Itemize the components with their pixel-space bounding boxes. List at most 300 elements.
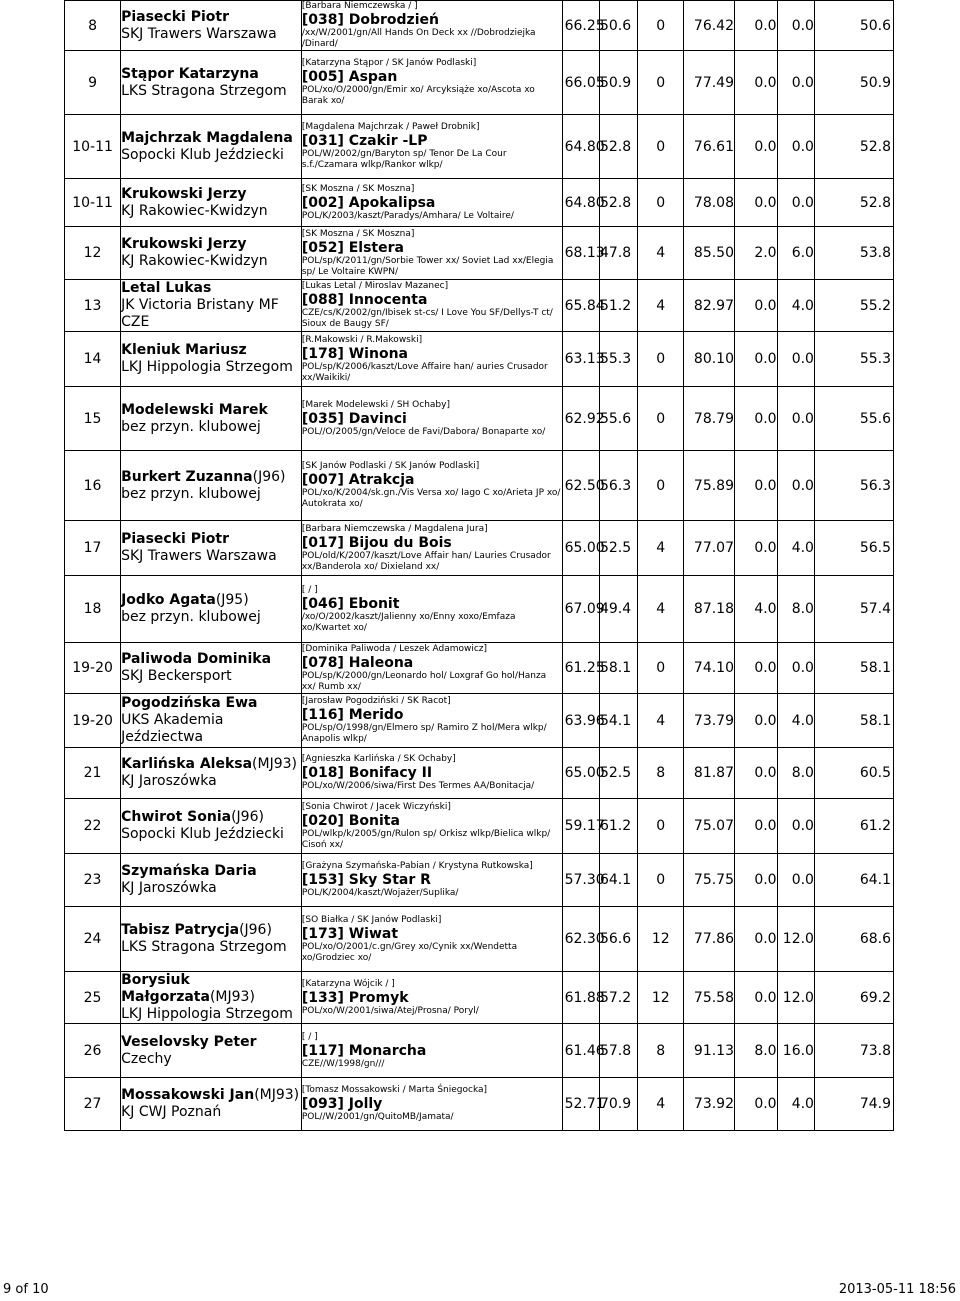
faults-jumping: 0	[638, 643, 684, 694]
total-faults: 12.0	[777, 907, 814, 972]
score-1: 57.30	[562, 854, 599, 907]
place-cell: 27	[65, 1078, 121, 1131]
table-row	[65, 972, 894, 1024]
time: 75.89	[684, 451, 735, 521]
rider-club: KJ Jaroszówka	[121, 880, 217, 896]
total-faults: 8.0	[777, 748, 814, 799]
horse-owner: [R.Makowski / R.Makowski]	[301, 334, 423, 345]
faults-jumping: 0	[638, 799, 684, 854]
table-row	[65, 227, 894, 280]
score-2: 70.9	[599, 1078, 637, 1131]
table-row	[65, 521, 894, 576]
total-faults: 0.0	[777, 51, 814, 115]
rider-name: Mossakowski Jan	[121, 1087, 255, 1103]
rider-name: Paliwoda Dominika	[121, 651, 272, 667]
rider-name: Szymańska Daria	[121, 863, 257, 879]
rider-name: Jodko Agata	[121, 592, 216, 608]
place-cell: 13	[65, 280, 121, 332]
time: 85.50	[684, 227, 735, 280]
final-score: 50.6	[814, 1, 893, 51]
time-faults: 8.0	[735, 1024, 778, 1078]
rider-name: Letal Lukas	[121, 280, 212, 296]
time: 77.49	[684, 51, 735, 115]
table-row	[65, 1078, 894, 1131]
score-2: 52.5	[599, 521, 637, 576]
horse-pedigree: POL/sp/K/2006/kaszt/Love Affaire han/ auries Crusador xx/Waikiki/	[301, 361, 548, 383]
horse-cell	[301, 451, 562, 521]
horse-name: [173] Wiwat	[301, 925, 399, 942]
horse-name: [088] Innocenta	[301, 292, 428, 308]
rider-name: Pogodzińska Ewa	[121, 695, 258, 711]
time: 87.18	[684, 576, 735, 643]
horse-name: [031] Czakir -LP	[301, 133, 428, 149]
faults-jumping: 4	[638, 1078, 684, 1131]
horse-pedigree: POL/sp/O/1998/gn/Elmero sp/ Ramiro Z hol/Mera wlkp/ Anapolis wlkp/	[301, 723, 547, 744]
final-score: 55.6	[814, 387, 893, 451]
score-1: 61.88	[562, 972, 599, 1024]
horse-owner: [SO Białka / SK Janów Podlaski]	[301, 914, 442, 925]
total-faults: 0.0	[777, 179, 814, 227]
rider-name: Borysiuk Małgorzata	[121, 972, 210, 1005]
horse-cell	[301, 972, 562, 1024]
rider-category: (J95)	[215, 592, 249, 608]
horse-cell	[301, 280, 562, 332]
rider-name: Kleniuk Mariusz	[121, 342, 247, 358]
horse-cell	[301, 748, 562, 799]
horse-cell	[301, 643, 562, 694]
horse-pedigree: POL/xo/W/2006/siwa/First Des Termes AA/Bonitacja/	[301, 781, 535, 791]
rider-cell	[121, 799, 302, 854]
rider-club: JK Victoria Bristany MF CZE	[121, 297, 279, 330]
score-1: 61.46	[562, 1024, 599, 1078]
time-faults: 2.0	[735, 227, 778, 280]
score-1: 68.13	[562, 227, 599, 280]
table-row	[65, 451, 894, 521]
horse-name: [116] Merido	[301, 707, 404, 723]
horse-cell	[301, 694, 562, 748]
horse-name: [035] Davinci	[301, 410, 407, 427]
time-faults: 0.0	[735, 387, 778, 451]
horse-owner: [Jarosław Pogodziński / SK Racot]	[301, 696, 451, 706]
total-faults: 0.0	[777, 387, 814, 451]
rider-club: bez przyn. klubowej	[121, 609, 261, 625]
score-2: 50.6	[599, 1, 637, 51]
score-2: 56.6	[599, 907, 637, 972]
place-cell: 10-11	[65, 179, 121, 227]
time: 80.10	[684, 332, 735, 387]
score-1: 66.25	[562, 1, 599, 51]
score-2: 52.8	[599, 115, 637, 179]
final-score: 69.2	[814, 972, 893, 1024]
table-row	[65, 694, 894, 748]
timestamp: 2013-05-11 18:56	[838, 1282, 956, 1297]
horse-pedigree: POL/old/K/2007/kaszt/Love Affair han/ Lauries Crusador xx/Banderola xo/ Dixieland xx/	[301, 550, 551, 572]
final-score: 73.8	[814, 1024, 893, 1078]
horse-cell	[301, 51, 562, 115]
score-2: 49.4	[599, 576, 637, 643]
total-faults: 0.0	[777, 799, 814, 854]
horse-name: [078] Haleona	[301, 654, 414, 671]
rider-name: Krukowski Jerzy	[121, 185, 247, 202]
time: 74.10	[684, 643, 735, 694]
horse-owner: [Marek Modelewski / SH Ochaby]	[301, 399, 450, 410]
time-faults: 0.0	[735, 332, 778, 387]
score-1: 62.30	[562, 907, 599, 972]
score-2: 56.3	[599, 451, 637, 521]
rider-cell	[121, 51, 302, 115]
table-row	[65, 576, 894, 643]
horse-pedigree: POL/sp/K/2000/gn/Leonardo hol/ Loxgraf Go hol/Hanza xx/ Rumb xx/	[301, 670, 547, 692]
horse-owner: [Lukas Letal / Miroslav Mazanec]	[301, 281, 449, 291]
rider-cell	[121, 748, 302, 799]
time-faults: 0.0	[735, 451, 778, 521]
faults-jumping: 0	[638, 179, 684, 227]
score-2: 57.2	[599, 972, 637, 1024]
horse-owner: [Barbara Niemczewska / ]	[301, 1, 418, 11]
rider-cell	[121, 694, 302, 748]
score-2: 52.8	[599, 179, 637, 227]
rider-name: Karlińska Aleksa	[121, 756, 253, 772]
horse-name: [020] Bonita	[301, 812, 400, 829]
faults-jumping: 12	[638, 907, 684, 972]
horse-cell	[301, 1, 562, 51]
rider-club: Czechy	[121, 1050, 172, 1067]
rider-name: Krukowski Jerzy	[121, 236, 247, 252]
faults-jumping: 4	[638, 227, 684, 280]
horse-owner: [SK Moszna / SK Moszna]	[301, 228, 415, 239]
rider-cell	[121, 179, 302, 227]
score-1: 61.25	[562, 643, 599, 694]
final-score: 55.3	[814, 332, 893, 387]
faults-jumping: 4	[638, 280, 684, 332]
horse-cell	[301, 907, 562, 972]
rider-name: Veselovsky Peter	[121, 1033, 257, 1050]
rider-name: Chwirot Sonia	[121, 809, 232, 825]
place-cell: 12	[65, 227, 121, 280]
total-faults: 0.0	[777, 1, 814, 51]
rider-club: SKJ Trawers Warszawa	[121, 25, 277, 42]
horse-cell	[301, 1024, 562, 1078]
faults-jumping: 0	[638, 1, 684, 51]
horse-pedigree: POL/xo/K/2004/sk.gn./Vis Versa xo/ Iago C xo/Arieta JP xo/ Autokrata xo/	[301, 488, 561, 509]
rider-club: Sopocki Klub Jeździecki	[121, 146, 284, 163]
total-faults: 0.0	[777, 115, 814, 179]
place-cell: 18	[65, 576, 121, 643]
score-1: 64.80	[562, 179, 599, 227]
horse-owner: [Grażyna Szymańska-Pabian / Krystyna Rutkowska]	[301, 861, 533, 871]
horse-cell	[301, 1078, 562, 1131]
final-score: 68.6	[814, 907, 893, 972]
time-faults: 0.0	[735, 694, 778, 748]
rider-name: Piasecki Piotr	[121, 531, 229, 547]
horse-owner: [Tomasz Mossakowski / Marta Śniegocka]	[301, 1085, 488, 1095]
place-cell: 14	[65, 332, 121, 387]
score-2: 47.8	[599, 227, 637, 280]
horse-name: [133] Promyk	[301, 989, 409, 1006]
total-faults: 4.0	[777, 1078, 814, 1131]
time: 75.07	[684, 799, 735, 854]
results-table	[64, 0, 894, 1131]
rider-category: (J96)	[231, 809, 264, 825]
time: 91.13	[684, 1024, 735, 1078]
rider-category: (MJ93)	[254, 1087, 300, 1103]
place-cell: 25	[65, 972, 121, 1024]
rider-cell	[121, 854, 302, 907]
final-score: 56.3	[814, 451, 893, 521]
rider-cell	[121, 576, 302, 643]
rider-cell	[121, 643, 302, 694]
total-faults: 16.0	[777, 1024, 814, 1078]
score-2: 58.1	[599, 643, 637, 694]
horse-cell	[301, 799, 562, 854]
rider-cell	[121, 387, 302, 451]
final-score: 53.8	[814, 227, 893, 280]
score-2: 54.1	[599, 694, 637, 748]
score-2: 51.2	[599, 280, 637, 332]
faults-jumping: 0	[638, 51, 684, 115]
rider-club: SKJ Beckersport	[121, 668, 232, 684]
time: 73.79	[684, 694, 735, 748]
rider-club: LKJ Hippologia Strzegom	[121, 359, 293, 375]
time: 75.75	[684, 854, 735, 907]
rider-name: Modelewski Marek	[121, 401, 268, 418]
rider-cell	[121, 1024, 302, 1078]
table-row	[65, 115, 894, 179]
table-row	[65, 907, 894, 972]
horse-pedigree: CZE//W/1998/gn///	[301, 1058, 385, 1069]
table-row	[65, 748, 894, 799]
time: 75.58	[684, 972, 735, 1024]
time-faults: 0.0	[735, 179, 778, 227]
rider-cell	[121, 115, 302, 179]
total-faults: 4.0	[777, 521, 814, 576]
time: 78.08	[684, 179, 735, 227]
faults-jumping: 12	[638, 972, 684, 1024]
results-body	[65, 1, 894, 1131]
score-2: 57.8	[599, 1024, 637, 1078]
rider-category: (J96)	[252, 468, 286, 485]
final-score: 56.5	[814, 521, 893, 576]
horse-owner: [Dominika Paliwoda / Leszek Adamowicz]	[301, 643, 488, 654]
rider-club: KJ Rakowiec-Kwidzyn	[121, 202, 268, 219]
table-row	[65, 51, 894, 115]
horse-owner: [Katarzyna Wójcik / ]	[301, 978, 395, 989]
place-cell: 21	[65, 748, 121, 799]
horse-cell	[301, 854, 562, 907]
place-cell: 16	[65, 451, 121, 521]
time-faults: 0.0	[735, 854, 778, 907]
rider-category: (MJ93)	[209, 989, 255, 1005]
score-2: 55.6	[599, 387, 637, 451]
rider-club: KJ Rakowiec-Kwidzyn	[121, 253, 268, 269]
rider-name: Tabisz Patrycja	[121, 922, 240, 938]
horse-name: [038] Dobrodzień	[301, 12, 439, 28]
rider-cell	[121, 227, 302, 280]
score-2: 52.5	[599, 748, 637, 799]
rider-category: (J96)	[239, 922, 272, 938]
horse-owner: [Sonia Chwirot / Jacek Wiczyński]	[301, 801, 451, 812]
time: 76.61	[684, 115, 735, 179]
time-faults: 0.0	[735, 748, 778, 799]
time-faults: 0.0	[735, 972, 778, 1024]
place-cell: 24	[65, 907, 121, 972]
score-2: 64.1	[599, 854, 637, 907]
rider-cell	[121, 451, 302, 521]
time-faults: 0.0	[735, 280, 778, 332]
horse-name: [046] Ebonit	[301, 595, 400, 612]
total-faults: 4.0	[777, 694, 814, 748]
place-cell: 17	[65, 521, 121, 576]
horse-name: [052] Elstera	[301, 239, 404, 256]
table-row	[65, 280, 894, 332]
horse-pedigree: POL/K/2004/kaszt/Wojażer/Suplika/	[301, 888, 459, 898]
score-1: 63.13	[562, 332, 599, 387]
horse-pedigree: POL/xo/O/2001/c.gn/Grey xo/Cynik xx/Wendetta xo/Grodziec xo/	[301, 941, 518, 963]
table-row	[65, 332, 894, 387]
time: 81.87	[684, 748, 735, 799]
horse-pedigree: POL/xo/O/2000/gn/Emir xo/ Arcyksiąże xo/Ascota xo Barak xo/	[301, 85, 535, 106]
rider-cell	[121, 972, 302, 1024]
rider-club: LKS Stragona Strzegom	[121, 939, 287, 955]
rider-cell	[121, 1, 302, 51]
score-1: 64.80	[562, 115, 599, 179]
horse-cell	[301, 227, 562, 280]
horse-owner: [Agnieszka Karlińska / SK Ochaby]	[301, 754, 456, 764]
score-1: 65.00	[562, 748, 599, 799]
rider-club: bez przyn. klubowej	[121, 485, 261, 502]
total-faults: 0.0	[777, 643, 814, 694]
horse-pedigree: POL//O/2005/gn/Veloce de Favi/Dabora/ Bonaparte xo/	[301, 426, 546, 437]
rider-club: UKS Akademia Jeździectwa	[121, 712, 224, 745]
final-score: 61.2	[814, 799, 893, 854]
faults-jumping: 0	[638, 854, 684, 907]
page-number: 9 of 10	[3, 1282, 49, 1297]
score-2: 50.9	[599, 51, 637, 115]
time-faults: 4.0	[735, 576, 778, 643]
faults-jumping: 0	[638, 332, 684, 387]
place-cell: 19-20	[65, 643, 121, 694]
rider-name: Piasecki Piotr	[121, 8, 229, 25]
score-1: 67.09	[562, 576, 599, 643]
horse-cell	[301, 332, 562, 387]
rider-name: Majchrzak Magdalena	[121, 129, 293, 146]
final-score: 74.9	[814, 1078, 893, 1131]
rider-club: LKJ Hippologia Strzegom	[121, 1006, 293, 1022]
rider-cell	[121, 521, 302, 576]
time-faults: 0.0	[735, 1, 778, 51]
score-1: 59.17	[562, 799, 599, 854]
total-faults: 12.0	[777, 972, 814, 1024]
horse-cell	[301, 115, 562, 179]
horse-name: [153] Sky Star R	[301, 872, 431, 888]
time: 76.42	[684, 1, 735, 51]
faults-jumping: 0	[638, 115, 684, 179]
table-row	[65, 179, 894, 227]
horse-name: [002] Apokalipsa	[301, 194, 436, 211]
score-2: 55.3	[599, 332, 637, 387]
horse-pedigree: POL/W/2002/gn/Baryton sp/ Tenor De La Cour s.f./Czamara wlkp/Rankor wlkp/	[301, 149, 507, 170]
horse-pedigree: /xx/W/2001/gn/All Hands On Deck xx //Dobrodziejka /Dinard/	[301, 28, 536, 49]
place-cell: 9	[65, 51, 121, 115]
horse-owner: [Katarzyna Stąpor / SK Janów Podlaski]	[301, 58, 477, 68]
horse-name: [117] Monarcha	[301, 1042, 427, 1059]
time-faults: 0.0	[735, 907, 778, 972]
horse-cell	[301, 521, 562, 576]
time-faults: 0.0	[735, 643, 778, 694]
table-row	[65, 1, 894, 51]
rider-cell	[121, 332, 302, 387]
rider-cell	[121, 1078, 302, 1131]
table-row	[65, 1024, 894, 1078]
horse-owner: [SK Moszna / SK Moszna]	[301, 183, 415, 194]
table-row	[65, 799, 894, 854]
rider-cell	[121, 907, 302, 972]
horse-name: [178] Winona	[301, 345, 408, 362]
time: 77.86	[684, 907, 735, 972]
rider-club: LKS Stragona Strzegom	[121, 82, 287, 99]
final-score: 52.8	[814, 179, 893, 227]
horse-cell	[301, 179, 562, 227]
horse-owner: [Magdalena Majchrzak / Paweł Drobnik]	[301, 122, 480, 132]
horse-pedigree: POL/K/2003/kaszt/Paradys/Amhara/ Le Voltaire/	[301, 210, 514, 221]
place-cell: 26	[65, 1024, 121, 1078]
total-faults: 0.0	[777, 332, 814, 387]
total-faults: 8.0	[777, 576, 814, 643]
horse-name: [007] Atrakcja	[301, 472, 415, 488]
horse-pedigree: POL//W/2001/gn/QuitoMB/Jamata/	[301, 1112, 454, 1122]
faults-jumping: 4	[638, 521, 684, 576]
rider-name: Stąpor Katarzyna	[121, 65, 259, 82]
horse-name: [005] Aspan	[301, 69, 398, 85]
place-cell: 19-20	[65, 694, 121, 748]
final-score: 55.2	[814, 280, 893, 332]
place-cell: 8	[65, 1, 121, 51]
horse-pedigree: CZE/cs/K/2002/gn/Ibisek st-cs/ I Love You SF/Dellys-T ct/ Sioux de Baugy SF/	[301, 308, 553, 329]
score-1: 63.96	[562, 694, 599, 748]
time: 78.79	[684, 387, 735, 451]
score-1: 62.50	[562, 451, 599, 521]
score-1: 65.84	[562, 280, 599, 332]
horse-cell	[301, 387, 562, 451]
horse-pedigree: /xo/O/2002/kaszt/Jalienny xo/Enny xoxo/Emfaza xo/Kwartet xo/	[301, 611, 516, 633]
score-1: 65.00	[562, 521, 599, 576]
horse-owner: [SK Janów Podlaski / SK Janów Podlaski]	[301, 461, 480, 471]
horse-name: [093] Jolly	[301, 1096, 383, 1112]
faults-jumping: 0	[638, 387, 684, 451]
time-faults: 0.0	[735, 115, 778, 179]
faults-jumping: 8	[638, 748, 684, 799]
total-faults: 4.0	[777, 280, 814, 332]
horse-pedigree: POL/wlkp/k/2005/gn/Rulon sp/ Orkisz wlkp/Bielica wlkp/ Cisoń xx/	[301, 828, 551, 850]
rider-club: SKJ Trawers Warszawa	[121, 548, 277, 564]
final-score: 64.1	[814, 854, 893, 907]
table-row	[65, 643, 894, 694]
faults-jumping: 0	[638, 451, 684, 521]
rider-club: bez przyn. klubowej	[121, 418, 261, 435]
horse-owner: [ / ]	[301, 1031, 318, 1042]
horse-name: [018] Bonifacy II	[301, 765, 433, 781]
score-1: 62.92	[562, 387, 599, 451]
horse-owner: [ / ]	[301, 584, 318, 595]
rider-cell	[121, 280, 302, 332]
rider-club: KJ CWJ Poznań	[121, 1104, 222, 1120]
final-score: 50.9	[814, 51, 893, 115]
rider-category: (MJ93)	[252, 756, 297, 772]
place-cell: 22	[65, 799, 121, 854]
final-score: 58.1	[814, 694, 893, 748]
score-1: 52.71	[562, 1078, 599, 1131]
place-cell: 10-11	[65, 115, 121, 179]
